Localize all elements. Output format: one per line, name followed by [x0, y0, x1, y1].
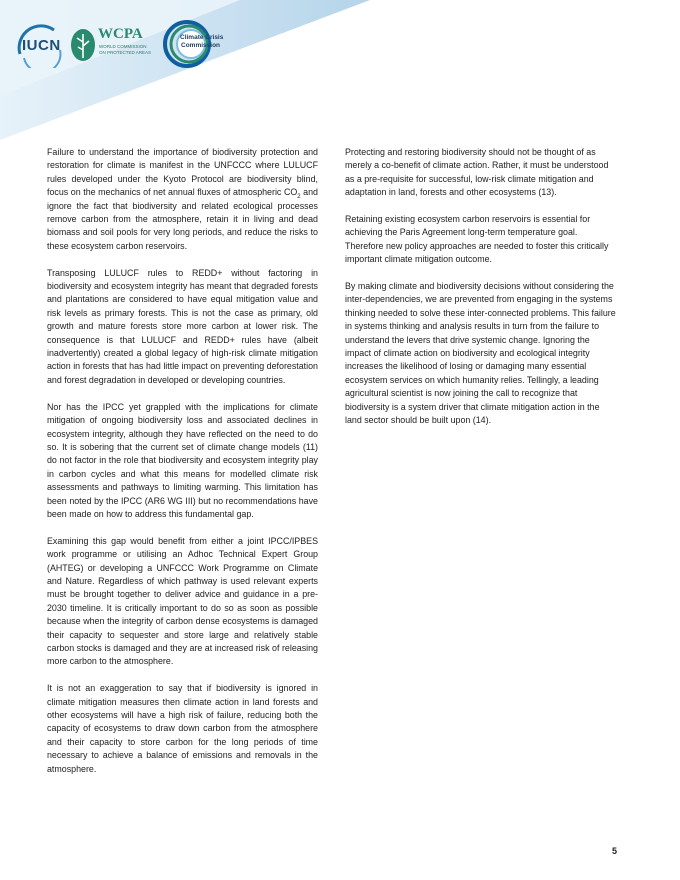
- ccc-line-2: Commission: [181, 42, 221, 49]
- paragraph: Examining this gap would benefit from either a joint IPCC/IPBES work programme or utilising an Adhoc Technical Expert Group (AHTEG) or developing a UNFCCC Work Programme on Climate and Nature. Regardless of which pathway is used relevant experts must be brought together to deliver advice and guidance in a pre-2030 timeline. It is critically important to do so as soon as possible because when the integrity of carbon dense ecosystems is damaged their capacity to sequester and store large and relatively stable carbon stocks is damaged and they are at increased risk of releasing more carbon to the atmosphere.: [47, 535, 318, 667]
- ccc-line-1: Climate Crisis: [180, 34, 224, 41]
- wcpa-subtitle-2: ON PROTECTED AREAS: [99, 50, 152, 55]
- left-column: [47, 146, 318, 789]
- wcpa-subtitle-1: WORLD COMMISSION: [99, 44, 147, 49]
- header-background: [0, 0, 680, 140]
- page-header: [0, 0, 680, 140]
- wcpa-logo: [70, 26, 160, 68]
- paragraph-text: Failure to understand the importance of biodiversity protection and restoration for climate is manifest in the UNFCCC where LULUCF rules developed under the Kyoto Protocol are biodiversity blind, focus on the mechanics of net annual fluxes of atmospheric CO: [47, 147, 318, 198]
- paragraph: By making climate and biodiversity decisions without considering the inter-dependencies, we are prevented from engaging in the systems thinking needed to solve these inter-connected problems. This failure in systems thinking and analysis results in turn from the failure to understand the levers that drive systemic change. Ignoring the impact of climate action on biodiversity and ecological integrity increases the likelihood of losing or damaging many essential ecosystem services on which humanity relies. Tellingly, a leading agricultural scientist is now joining the call to recognize that biodiversity is a system driver that climate mitigation action in the land sector should be built upon (14).: [345, 281, 616, 426]
- paragraph: [47, 146, 318, 253]
- paragraph: It is not an exaggeration to say that if biodiversity is ignored in climate mitigation measures then climate action in land forests and other ecosystems will have a high risk of failure, reducing both the capacity of ecosystems to draw down carbon from the atmosphere and their capacity to store carbon for the long periods of time necessary to achieve a balance of emissions and removals in the atmosphere.: [47, 683, 318, 774]
- paragraph: Protecting and restoring biodiversity should not be thought of as merely a co-benefit of climate action. Rather, it must be understood as a pre-requisite for successful, low-risk climate mitigation and adaptation in land, forests and other ecosystems (13).: [345, 147, 609, 198]
- climate-crisis-commission-logo: [162, 19, 242, 69]
- paragraph: Retaining existing ecosystem carbon reservoirs is essential for achieving the Paris Agreement long-term temperature goal. Therefore new policy approaches are needed to foster this critically important climate mitigation outcome.: [345, 214, 609, 265]
- iucn-logo: [14, 24, 68, 68]
- paragraph-text: and ignore the fact that biodiversity and related ecological processes remove carbon from the atmosphere, retain it in living and dead biomass and soil pools for very long periods, and reduce the risks to these ecosystem carbon reservoirs.: [47, 187, 318, 251]
- iucn-wordmark: IUCN: [22, 37, 61, 54]
- right-column: [345, 146, 617, 441]
- leaf-emblem-icon: [70, 28, 96, 62]
- page-number: 5: [612, 846, 618, 856]
- paragraph: Nor has the IPCC yet grappled with the implications for climate mitigation of ongoing biodiversity loss and associated declines in ecosystem integrity, although they have reflected on the need to do so. It is sobering that the current set of climate change models (11) do not factor in the role that biodiversity and ecosystem integrity play in carbon cycles and what this means for modelled climate risk assessments and pathways to limiting warming. This limitation has been noted by the IPCC (AR6 WG III) but no recommendations have been made on how to address this fundamental gap.: [47, 401, 318, 519]
- wcpa-title: WCPA: [98, 26, 143, 42]
- paragraph: Transposing LULUCF rules to REDD+ without factoring in biodiversity and ecosystem integrity has meant that degraded forests and plantations are considered to have equal mitigation value and risk levels as primary forests. This is not the case as primary, old growth and mature forests store more carbon at lower risk. The consequence is that LULUCF and REDD+ rules have (albeit inadvertently) created a global legacy of high-risk climate mitigation action in forests that has had little impact on preventing deforestation and forest degradation in developed or developing countries.: [47, 267, 318, 385]
- subscript: 2: [297, 194, 301, 200]
